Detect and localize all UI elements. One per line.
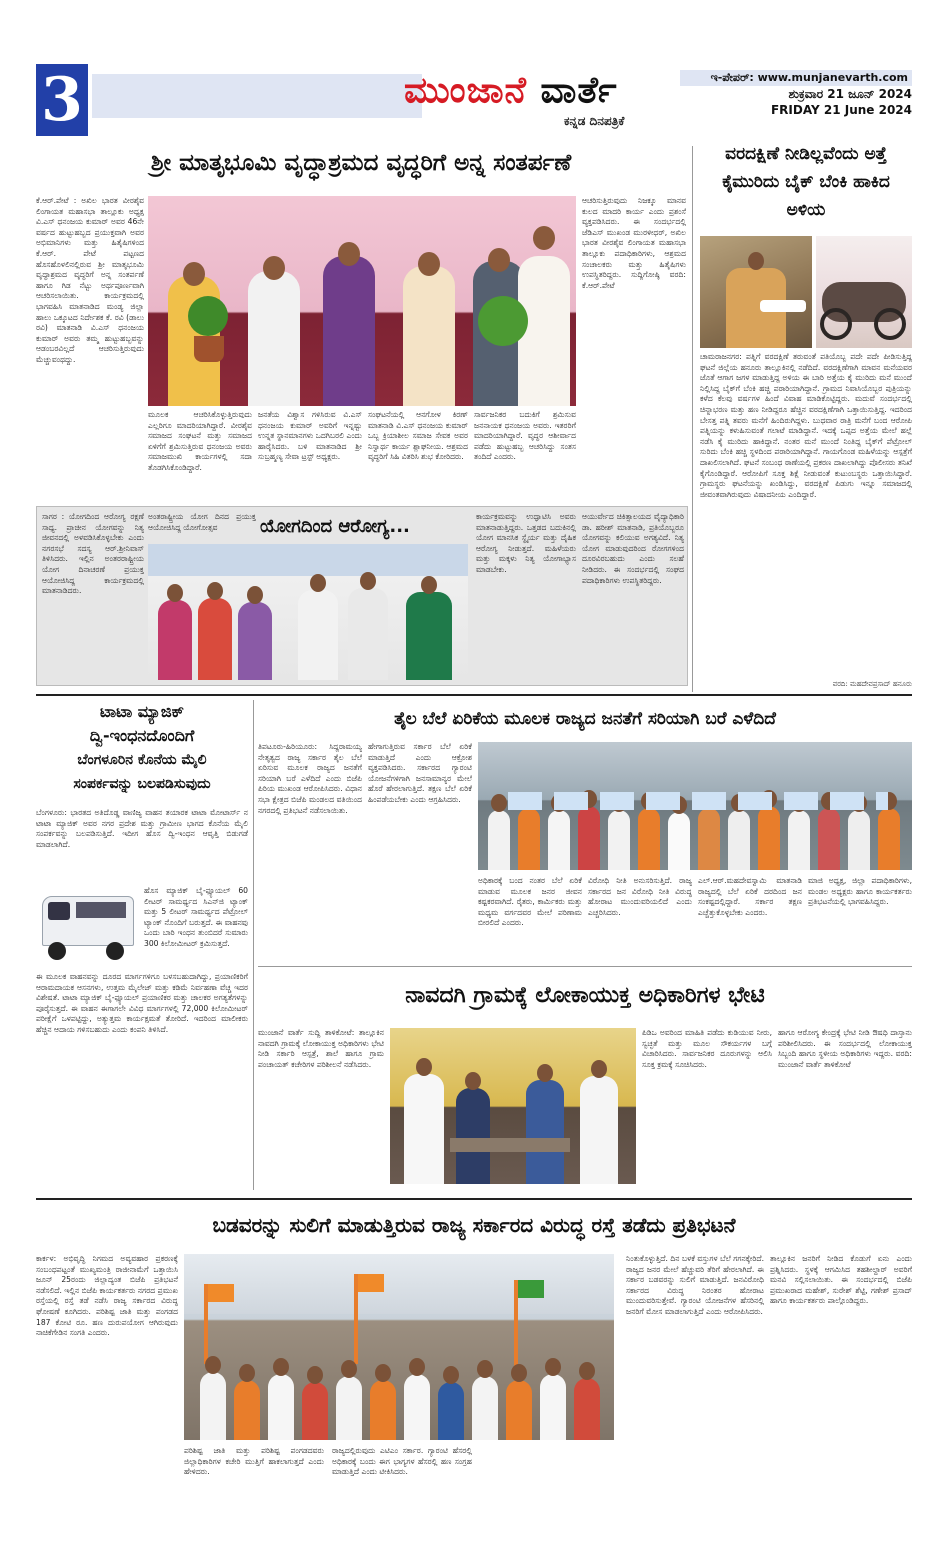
newspaper-logo — [404, 70, 618, 112]
story3-photo — [148, 544, 468, 680]
story4-headline-line1: ಟಾಟಾ ಮ್ಯಾಜಿಕ್ — [99, 702, 185, 721]
story4-body1: ಬೆಂಗಳೂರು: ಭಾರತದ ಅತಿದೊಡ್ಡ ವಾಣಿಜ್ಯ ವಾಹನ ತಯಾರಕ ಟಾಟಾ ಮೋಟಾರ್ಸ್ ನ ಟಾಟಾ ಮ್ಯಾಜಿಕ್ ಅವರ ನಗರ ಪ್ರದೇಶ ಮತ್ತು ಗ್ರಾಮೀಣ ಭಾಗದ ಕೊನೆಯ ಮೈಲಿ ಸಂಪರ್ಕವನ್ನು ಬಲಪಡಿಸುತ್ತಿದೆ. ಇದೀಗ ಹೊಸ ದ್ವಿ-ಇಂಧನ ಆವೃತ್ತಿ ಬಿಡುಗಡೆ ಮಾಡಲಾಗಿದೆ. — [36, 808, 248, 849]
story5-col3: ಅಧಿಕಾರಕ್ಕೆ ಬಂದ ನಂತರ ಬೆಲೆ ಏರಿಕೆ ಮಾಡುವ ಮೂಲಕ ಜನರ ಜೀವನ ಕಷ್ಟಕರವಾಗಿದೆ. ರೈತರು, ಕಾರ್ಮಿಕರು ಮತ್ತು ಮಧ್ಯಮ ವರ್ಗದವರ ಮೇಲೆ ಪರಿಣಾಮ ಬೀರಲಿದೆ ಎಂದರು. — [478, 876, 582, 928]
story1-col1: ಕೆ.ಆರ್.ಪೇಟೆ : ಅಖಿಲ ಭಾರತ ವೀರಶೈವ ಲಿಂಗಾಯತ ಮಹಾಸಭಾ ತಾಲ್ಲೂಕು ಅಧ್ಯಕ್ಷ ವಿ.ಎಸ್ ಧನಂಜಯ ಕುಮಾರ್ ಅವರ 46ನೇ ವರ್ಷದ ಹುಟ್ಟುಹಬ್ಬದ ಪ್ರಯುಕ್ತವಾಗಿ ಅವರ ಅಭಿಮಾನಿಗಳು ಮತ್ತು ಹಿತೈಷಿಗಳಿಂದ ಕೆ.ಆರ್. ಪೇಟೆ ಪಟ್ಟಣದ ಹೊಸಹೊಳಲಿನಲ್ಲಿರುವ ಶ್ರೀ ಮಾತೃಭೂಮಿ ವೃದ್ಧಾಶ್ರಮದ ವೃದ್ಧರಿಗೆ ಅನ್ನ ಸಂತರ್ಪಣೆ ಹಾಗೂ ಗಿಡ ನೆಟ್ಟು ಅರ್ಥಪೂರ್ಣವಾಗಿ ಆಚರಿಸಲಾಯಿತು. ಕಾರ್ಯಕ್ರಮದಲ್ಲಿ ಭಾಗವಹಿಸಿ ಮಾತನಾಡಿದ ಮಂಡ್ಯ ಜಿಲ್ಲಾ ಹಾಲು ಒಕ್ಕೂಟದ ನಿರ್ದೇಶಕ ಕೆ. ರವಿ (ಡಾಲು ರವಿ) ಮಾತನಾಡಿ ವಿ.ಎಸ್ ಧನಂಜಯ ಕುಮಾರ್ ಅವರು ತಮ್ಮ ಹುಟ್ಟುಹಬ್ಬವನ್ನು ಆಡಂಬರವಿಲ್ಲದೆ ಆಚರಿಸುತ್ತಿರುವುದು ಮೆಚ್ಚುವಂಥದ್ದು. — [36, 196, 144, 364]
date-english: FRIDAY 21 June 2024 — [770, 103, 912, 117]
story1-col2: ಮೂಲಕ ಆಚರಿಸಿಕೊಳ್ಳುತ್ತಿರುವುದು ಎಲ್ಲರಿಗೂ ಮಾದರಿಯಾಗಿದ್ದಾರೆ. ವೀರಶೈವ ಸಮಾಜದ ಸಂಘಟನೆ ಮತ್ತು ಸಮಾಜದ ಏಳಿಗೆಗೆ ಶ್ರಮಿಸುತ್ತಿರುವ ಧನಂಜಯ ಅವರು ಸಮಾಜಮುಖಿ ಕಾರ್ಯಗಳಲ್ಲಿ ಸದಾ ತೊಡಗಿಸಿಕೊಂಡಿದ್ದಾರೆ. — [148, 410, 252, 472]
website-link[interactable]: ಇ-ಪೇಪರ್: www.munjanevarth.com — [680, 70, 912, 86]
story7-col2: ನಿಂತುಕೊಳ್ಳುತ್ತಿದೆ. ದಿನ ಬಳಕೆ ವಸ್ತುಗಳ ಬೆಲೆ ಗಗನಕ್ಕೇರಿದೆ. ರಾಜ್ಯದ ಜನರ ಮೇಲೆ ಹೆಚ್ಚುವರಿ ತೆರಿಗೆ ಹೇರಲಾಗಿದೆ. ಈ ಸರ್ಕಾರ ಬಡವರನ್ನು ಸುಲಿಗೆ ಮಾಡುತ್ತಿದೆ. ಜನವಿರೋಧಿ ಸರ್ಕಾರದ ವಿರುದ್ಧ ನಿರಂತರ ಹೋರಾಟ ಮುಂದುವರಿಸುತ್ತೇವೆ. ಗ್ಯಾರಂಟಿ ಯೋಜನೆಗಳ ಹೆಸರಿನಲ್ಲಿ ಜನರಿಗೆ ಮೋಸ ಮಾಡಲಾಗುತ್ತಿದೆ ಎಂದು ಆರೋಪಿಸಿದರು. — [626, 1254, 764, 1316]
masthead — [36, 64, 912, 136]
story6-headline: ನಾವದಗಿ ಗ್ರಾಮಕ್ಕೆ ಲೋಕಾಯುಕ್ತ ಅಧಿಕಾರಿಗಳ ಭೇಟಿ — [405, 983, 765, 1008]
section-rule — [36, 694, 912, 696]
story2-body: ಚಾಮರಾಜನಗರ: ಪತ್ನಿಗೆ ವರದಕ್ಷಿಣೆ ತರುವಂತೆ ಪತಿಯೊಬ್ಬ ಪದೇ ಪದೇ ಪೀಡಿಸುತ್ತಿದ್ದ ಘಟನೆ ಜಿಲ್ಲೆಯ ಹನೂರು ತಾಲ್ಲೂಕಿನಲ್ಲಿ ನಡೆದಿದೆ. ವರದಕ್ಷಿಣೆಗಾಗಿ ಮಾವನ ಮನೆಯವರ ಜೊತೆ ಆಗಾಗ ಜಗಳ ಮಾಡುತ್ತಿದ್ದ ಅಳಿಯ ಈ ಬಾರಿ ಅತ್ತೆಯ ಕೈ ಮುರಿದು ಮನೆ ಮುಂದೆ ನಿಲ್ಲಿಸಿದ್ದ ಬೈಕ್‌ಗೆ ಬೆಂಕಿ ಹಚ್ಚಿ ಪರಾರಿಯಾಗಿದ್ದಾನೆ. ಗ್ರಾಮದ ನಿವಾಸಿಯೊಬ್ಬರ ಪುತ್ರಿಯನ್ನು ಕಳೆದ ಕೆಲವು ವರ್ಷಗಳ ಹಿಂದೆ ವಿವಾಹ ಮಾಡಿಕೊಟ್ಟಿದ್ದರು. ಮದುವೆ ಸಂದರ್ಭದಲ್ಲಿ ಚಿನ್ನಾಭರಣ ಮತ್ತು ಹಣ ನೀಡಿದ್ದರೂ ಹೆಚ್ಚಿನ ವರದಕ್ಷಿಣೆಗಾಗಿ ಒತ್ತಾಯಿಸುತ್ತಿದ್ದ. ಇದರಿಂದ ಬೇಸತ್ತ ಪತ್ನಿ ತವರು ಮನೆಗೆ ಹಿಂದಿರುಗಿದ್ದಳು. ಬುಧವಾರ ರಾತ್ರಿ ಮನೆಗೆ ಬಂದ ಆರೋಪಿ ಪತ್ನಿಯನ್ನು ಕಳುಹಿಸುವಂತೆ ಗಲಾಟೆ ಮಾಡಿದ್ದಾನೆ. ಇದಕ್ಕೆ ಒಪ್ಪದ ಅತ್ತೆಯ ಮೇಲೆ ಹಲ್ಲೆ ನಡೆಸಿ ಕೈ ಮುರಿದು ಹಾಕಿದ್ದಾನೆ. ನಂತರ ಮನೆ ಮುಂದೆ ನಿಂತಿದ್ದ ಬೈಕ್‌ಗೆ ಪೆಟ್ರೋಲ್ ಸುರಿದು ಬೆಂಕಿ ಹಚ್ಚಿ ಸ್ಥಳದಿಂದ ಪರಾರಿಯಾಗಿದ್ದಾನೆ. ಗಾಯಗೊಂಡ ಮಹಿಳೆಯನ್ನು ಆಸ್ಪತ್ರೆಗೆ ದಾಖಲಿಸಲಾಗಿದೆ. ಘಟನೆ ಸಂಬಂಧ ಠಾಣೆಯಲ್ಲಿ ಪ್ರಕರಣ ದಾಖಲಾಗಿದ್ದು ಪೊಲೀಸರು ತನಿಖೆ ಕೈಗೊಂಡಿದ್ದಾರೆ. ಆರೋಪಿಗೆ ಸೂಕ್ತ ಶಿಕ್ಷೆ ನೀಡುವಂತೆ ಕುಟುಂಬಸ್ಥರು ಒತ್ತಾಯಿಸಿದ್ದಾರೆ. ಗ್ರಾಮಸ್ಥರು ಘಟನೆಯನ್ನು ಖಂಡಿಸಿದ್ದು, ವರದಕ್ಷಿಣೆ ಪಿಡುಗು ಇನ್ನೂ ಸಮಾಜದಲ್ಲಿ ಜೀವಂತವಾಗಿರುವುದು ವಿಷಾದನೀಯ ಎಂದಿದ್ದಾರೆ. — [700, 352, 912, 499]
story3-col4: ಆಯುರ್ವೇದ ಚಿಕಿತ್ಸಾಲಯದ ವೈದ್ಯಾಧಿಕಾರಿ ಡಾ. ಹರೀಶ್ ಮಾತನಾಡಿ, ಪ್ರತಿಯೊಬ್ಬರೂ ಯೋಗವನ್ನು ಕಲಿಯುವ ಅಗತ್ಯವಿದೆ. ನಿತ್ಯ ಯೋಗ ಮಾಡುವುದರಿಂದ ರೋಗಗಳಿಂದ ದೂರವಿರಬಹುದು ಎಂದು ಸಲಹೆ ನೀಡಿದರು. ಈ ಸಂದರ್ಭದಲ್ಲಿ ಸಂಘದ ಪದಾಧಿಕಾರಿಗಳು ಉಪಸ್ಥಿತರಿದ್ದರು. — [582, 512, 684, 585]
logo-part2: ವಾರ್ತೆ — [540, 70, 618, 111]
story4-headline — [36, 700, 248, 796]
tagline: ಕನ್ನಡ ದಿನಪತ್ರಿಕೆ — [564, 114, 625, 128]
masthead-band — [92, 74, 422, 118]
story1-col5: ಸಾರ್ವಜನಿಕರ ಬದುಕಿಗೆ ಶ್ರಮಿಸುವ ಜನನಾಯಕ ಧನಂಜಯ ಅವರು. ಇತರರಿಗೆ ಮಾದರಿಯಾಗಿದ್ದಾರೆ. ವೃದ್ಧರ ಆಶೀರ್ವಾದ ಪಡೆದು ಹುಟ್ಟುಹಬ್ಬ ಆಚರಿಸಿದ್ದು ಸಂತಸ ತಂದಿದೆ ಎಂದರು. — [474, 410, 576, 462]
story7-protest-photo — [184, 1254, 614, 1440]
story4-headline-line4: ಸಂಪರ್ಕವನ್ನು ಬಲಪಡಿಸುವುದು — [73, 776, 211, 792]
column-divider-2 — [253, 700, 254, 1190]
story5-col6: ಮಾಜಿ ಅಧ್ಯಕ್ಷ, ಜಿಲ್ಲಾ ಪದಾಧಿಕಾರಿಗಳು, ಮಂಡಲ ಅಧ್ಯಕ್ಷರು ಹಾಗೂ ಕಾರ್ಯಕರ್ತರು ಪ್ರತಿಭಟನೆಯಲ್ಲಿ ಭಾಗವಹಿಸಿದ್ದರು. — [808, 876, 912, 907]
story5-protest-photo — [478, 742, 912, 870]
story1-headline: ಶ್ರೀ ಮಾತೃಭೂಮಿ ವೃದ್ಧಾಶ್ರಮದ ವೃದ್ಧರಿಗೆ ಅನ್ನ ಸಂತರ್ಪಣೆ — [150, 150, 572, 176]
story2-photo-woman — [700, 236, 812, 348]
story1-col6: ಆಚರಿಸುತ್ತಿರುವುದು ನಿಜಕ್ಕೂ ಮಾನವ ಕುಲದ ಮಾದರಿ ಕಾರ್ಯ ಎಂದು ಪ್ರಶಂಸೆ ವ್ಯಕ್ತಪಡಿಸಿದರು. ಈ ಸಂದರ್ಭದಲ್ಲಿ ಜೆಡಿಎಸ್ ಮುಖಂಡ ಮುರಳೀಧರ್, ಅಖಿಲ ಭಾರತ ವೀರಶೈವ ಲಿಂಗಾಯತ ಮಹಾಸಭಾ ತಾಲ್ಲೂಕು ಪದಾಧಿಕಾರಿಗಳು, ಆಶ್ರಮದ ಸಂಚಾಲಕರು ಮತ್ತು ಹಿತೈಷಿಗಳು ಉಪಸ್ಥಿತರಿದ್ದರು. ಸುದ್ದಿಗೋಷ್ಠಿ ವರದಿ: ಕೆ.ಆರ್.ಪೇಟೆ — [582, 196, 686, 290]
story4-body3: ಈ ಮೂಲಕ ವಾಹನವನ್ನು ದೂರದ ಮಾರ್ಗಗಳಿಗೂ ಬಳಸಬಹುದಾಗಿದ್ದು, ಪ್ರಯಾಣಿಕರಿಗೆ ಆರಾಮದಾಯಕ ಆಸನಗಳು, ಉತ್ತಮ ಮೈಲೇಜ್ ಮತ್ತು ಕಡಿಮೆ ನಿರ್ವಹಣಾ ವೆಚ್ಚ ಇದರ ವಿಶೇಷತೆ. ಟಾಟಾ ಮ್ಯಾಜಿಕ್ ಬೈ-ಫ್ಯೂಯಲ್ ಪ್ರಯಾಣಿಕರ ಮತ್ತು ಚಾಲಕರ ಅಗತ್ಯತೆಗಳನ್ನು ಪೂರೈಸುತ್ತದೆ. ಈ ವಾಹನ ಈಗಾಗಲೇ ವಿವಿಧ ಮಾರ್ಗಗಳಲ್ಲಿ 72,000 ಕಿಲೋಮೀಟರ್ ಪರೀಕ್ಷೆಗೆ ಒಳಪಟ್ಟಿದ್ದು, ಅತ್ಯುತ್ತಮ ಕಾರ್ಯಕ್ಷಮತೆ ತೋರಿದೆ. ಇದರಿಂದ ಮಾಲೀಕರು ಹೆಚ್ಚಿನ ಆದಾಯ ಗಳಿಸಬಹುದು ಎಂದು ಕಂಪನಿ ತಿಳಿಸಿದೆ. — [36, 972, 248, 1034]
story1-col4: ಸಂಘಟನೆಯಲ್ಲಿ ಆನಗೋಳ ಕಿರಣ್ ಮಾತನಾಡಿ ವಿ.ಎಸ್ ಧನಂಜಯ ಕುಮಾರ್ ಒಬ್ಬ ಕ್ರಿಯಾಶೀಲ ಸಮಾಜ ಸೇವಕ ಅವರ ನಿಸ್ವಾರ್ಥ ಕಾರ್ಯ ಶ್ಲಾಘನೀಯ. ಆಶ್ರಮದ ವೃದ್ಧರಿಗೆ ಸಿಹಿ ವಿತರಿಸಿ ಶುಭ ಕೋರಿದರು. — [368, 410, 468, 462]
story4-body2: ಹೊಸ ಮ್ಯಾಜಿಕ್ ಬೈ-ಫ್ಯೂಯಲ್ 60 ಲೀಟರ್ ಸಾಮರ್ಥ್ಯದ ಸಿಎನ್‌ಜಿ ಟ್ಯಾಂಕ್ ಮತ್ತು 5 ಲೀಟರ್ ಸಾಮರ್ಥ್ಯದ ಪೆಟ್ರೋಲ್ ಟ್ಯಾಂಕ್ ನೊಂದಿಗೆ ಬರುತ್ತದೆ. ಈ ವಾಹನವು ಒಂದು ಬಾರಿ ಇಂಧನ ತುಂಬಿದರೆ ಸುಮಾರು 300 ಕಿಲೋಮೀಟರ್ ಕ್ರಮಿಸುತ್ತದೆ. — [144, 886, 248, 948]
logo-part1: ಮುಂಜಾನೆ — [404, 70, 527, 111]
story5-headline: ತೈಲ ಬೆಲೆ ಏರಿಕೆಯ ಮೂಲಕ ರಾಜ್ಯದ ಜನತೆಗೆ ಸರಿಯಾಗಿ ಬರೆ ಎಳೆದಿದೆ — [394, 709, 776, 729]
section-rule-3 — [36, 1198, 912, 1200]
story6-photo — [390, 1028, 636, 1184]
story7-foot1: ಪರಿಶಿಷ್ಟ ಜಾತಿ ಮತ್ತು ಪರಿಶಿಷ್ಟ ಪಂಗಡದವರು ಜಿಲ್ಲಾಧಿಕಾರಿಗಳ ಕಚೇರಿ ಮುತ್ತಿಗೆ ಹಾಕಲಾಗುತ್ತದೆ ಎಂದು ಹೇಳಿದರು. — [184, 1446, 324, 1477]
story3-col2: ಅಂತರಾಷ್ಟ್ರೀಯ ಯೋಗ ದಿನದ ಪ್ರಯುಕ್ತ ಆಯೋಜಿಸಿದ್ದ ಯೋಗೋತ್ಸವ — [148, 512, 256, 532]
story4-headline-line2: ದ್ವಿ-ಇಂಧನದೊಂದಿಗೆ — [89, 726, 195, 745]
story5-col2: ಹೇಗಾಗುತ್ತಿರುವ ಸರ್ಕಾರ ಬೆಲೆ ಏರಿಕೆ ಮಾಡುತ್ತಿದೆ ಎಂದು ಆಕ್ರೋಶ ವ್ಯಕ್ತಪಡಿಸಿದರು. ಸರ್ಕಾರದ ಗ್ಯಾರಂಟಿ ಯೋಜನೆಗಳಿಗಾಗಿ ಜನಸಾಮಾನ್ಯರ ಮೇಲೆ ಹೊರೆ ಹೇರಲಾಗುತ್ತಿದೆ. ತಕ್ಷಣ ಬೆಲೆ ಏರಿಕೆ ಹಿಂಪಡೆಯಬೇಕು ಎಂದು ಆಗ್ರಹಿಸಿದರು. — [368, 742, 472, 804]
story3-col3: ಕಾರ್ಯಕ್ರಮವನ್ನು ಉದ್ಘಾಟಿಸಿ ಅವರು ಮಾತನಾಡುತ್ತಿದ್ದರು. ಒತ್ತಡದ ಬದುಕಿನಲ್ಲಿ ಯೋಗ ಮಾನಸಿಕ ಸ್ಥೈರ್ಯ ಮತ್ತು ದೈಹಿಕ ಆರೋಗ್ಯ ನೀಡುತ್ತದೆ. ಮಹಿಳೆಯರು ಮತ್ತು ಮಕ್ಕಳು ನಿತ್ಯ ಯೋಗಾಭ್ಯಾಸ ಮಾಡಬೇಕು. — [476, 512, 576, 574]
story2-photo-bike — [816, 236, 912, 348]
story5-col4: ವಿರೋಧಿ ನೀತಿ ಅನುಸರಿಸುತ್ತಿದೆ. ರಾಜ್ಯ ಸರ್ಕಾರದ ಜನ ವಿರೋಧಿ ನೀತಿ ವಿರುದ್ಧ ಹೋರಾಟ ಮುಂದುವರಿಯಲಿದೆ ಎಂದು ಎಚ್ಚರಿಸಿದರು. — [588, 876, 692, 917]
story1-col3: ಜನತೆಯ ವಿಶ್ವಾಸ ಗಳಿಸಿರುವ ವಿ.ಎಸ್ ಧನಂಜಯ ಕುಮಾರ್ ಅವರಿಗೆ ಇನ್ನಷ್ಟು ಉನ್ನತ ಸ್ಥಾನಮಾನಗಳು ಒದಗಿಬರಲಿ ಎಂದು ಹಾರೈಸಿದರು. ಬಳಿ ಮಾತನಾಡಿದ ಶ್ರೀ ಸುಬ್ರಹ್ಮಣ್ಯ ಸೇವಾ ಟ್ರಸ್ಟ್ ಅಧ್ಯಕ್ಷರು. — [258, 410, 362, 462]
story2-headline: ವರದಕ್ಷಿಣೆ ನೀಡಿಲ್ಲವೆಂದು ಅತ್ತೆ ಕೈಮುರಿದು ಬೈಕ್ ಬೆಂಕಿ ಹಾಕಿದ ಅಳಿಯ — [722, 144, 890, 220]
story5-col5: ಎಲ್.ಆರ್.ಮಹದೇವಸ್ವಾಮಿ ಮಾತನಾಡಿ ರಾಜ್ಯದಲ್ಲಿ ಬೆಲೆ ಏರಿಕೆ ದರದಿಂದ ಜನ ಸಂಕಷ್ಟದಲ್ಲಿದ್ದಾರೆ. ಸರ್ಕಾರ ತಕ್ಷಣ ಎಚ್ಚೆತ್ತುಕೊಳ್ಳಬೇಕು ಎಂದರು. — [698, 876, 802, 917]
story4-headline-line3: ಬೆಂಗಳೂರಿನ ಕೊನೆಯ ಮೈಲಿ — [77, 752, 207, 768]
story3-col1: ಸಾಗರ : ಯೋಗದಿಂದ ಆರೋಗ್ಯ ರಕ್ಷಣೆ ಸಾಧ್ಯ. ಪ್ರಾಚೀನ ಯೋಗವನ್ನು ನಿತ್ಯ ಜೀವನದಲ್ಲಿ ಅಳವಡಿಸಿಕೊಳ್ಳಬೇಕು ಎಂದು ನಗರಸಭೆ ಸದಸ್ಯ ಆರ್.ಶ್ರೀನಿವಾಸ್ ತಿಳಿಸಿದರು. ಇಲ್ಲಿನ ಅಂತರರಾಷ್ಟ್ರೀಯ ಯೋಗ ದಿನಾಚರಣೆ ಪ್ರಯುಕ್ತ ಆಯೋಜಿಸಿದ್ದ ಕಾರ್ಯಕ್ರಮದಲ್ಲಿ ಮಾತನಾಡಿದರು. — [42, 512, 144, 596]
story6-col1: ಮುಂಜಾನೆ ವಾರ್ತೆ ಸುದ್ದಿ ತಾಳಿಕೋಟೆ: ತಾಲ್ಲೂಕಿನ ನಾವದಗಿ ಗ್ರಾಮಕ್ಕೆ ಲೋಕಾಯುಕ್ತ ಅಧಿಕಾರಿಗಳು ಭೇಟಿ ನೀಡಿ ಸರ್ಕಾರಿ ಆಸ್ಪತ್ರೆ, ಶಾಲೆ ಹಾಗೂ ಗ್ರಾಮ ಪಂಚಾಯತ್ ಕಚೇರಿಗಳ ಪರಿಶೀಲನೆ ನಡೆಸಿದರು. — [258, 1028, 384, 1069]
story2-credit: ವರದಿ: ಮಹದೇವಪ್ರಸಾದ್ ಹನೂರು — [832, 680, 912, 688]
story3-headline: ಯೋಗದಿಂದ ಆರೋಗ್ಯ... — [260, 516, 410, 537]
story1-photo — [148, 196, 576, 406]
story6-col2: ಪಿಡಿಒ ಅವರಿಂದ ಮಾಹಿತಿ ಪಡೆದು ಕುಡಿಯುವ ನೀರು, ಸ್ವಚ್ಛತೆ ಮತ್ತು ಮೂಲ ಸೌಕರ್ಯಗಳ ಬಗ್ಗೆ ವಿಚಾರಿಸಿದರು. ಸಾರ್ವಜನಿಕರ ದೂರುಗಳನ್ನು ಆಲಿಸಿ ಸೂಕ್ತ ಕ್ರಮಕ್ಕೆ ಸೂಚಿಸಿದರು. — [642, 1028, 772, 1069]
story6-col3: ಹಾಗೂ ಆರೋಗ್ಯ ಕೇಂದ್ರಕ್ಕೆ ಭೇಟಿ ನೀಡಿ ಔಷಧಿ ದಾಸ್ತಾನು ಪರಿಶೀಲಿಸಿದರು. ಈ ಸಂದರ್ಭದಲ್ಲಿ ಲೋಕಾಯುಕ್ತ ಸಿಬ್ಬಂದಿ ಹಾಗೂ ಸ್ಥಳೀಯ ಅಧಿಕಾರಿಗಳು ಇದ್ದರು. ವರದಿ: ಮುಂಜಾನೆ ವಾರ್ತೆ ತಾಳಿಕೋಟೆ — [778, 1028, 912, 1069]
edition-info — [680, 70, 912, 118]
column-divider — [692, 146, 693, 692]
story7-foot2: ರಾಜ್ಯದಲ್ಲಿರುವುದು ಎಟಿಎಂ ಸರ್ಕಾರ. ಗ್ಯಾರಂಟಿ ಹೆಸರಲ್ಲಿ ಅಧಿಕಾರಕ್ಕೆ ಬಂದು ಈಗ ಭಾಗ್ಯಗಳ ಹೆಸರಲ್ಲಿ ಹಣ ಸಂಗ್ರಹ ಮಾಡುತ್ತಿದೆ ಎಂದು ಟೀಕಿಸಿದರು. — [332, 1446, 472, 1477]
page-number: 3 — [36, 64, 88, 136]
story7-col1: ಕಾರ್ಕಳ: ಅಭಿವೃದ್ಧಿ ನಿಗಮದ ಅವ್ಯವಹಾರ ಪ್ರಕರಣಕ್ಕೆ ಸಂಬಂಧಪಟ್ಟಂತೆ ಮುಖ್ಯಮಂತ್ರಿ ರಾಜೀನಾಮೆಗೆ ಒತ್ತಾಯಿಸಿ ಜೂನ್ 25ರಂದು ಜಿಲ್ಲಾದ್ಯಂತ ಬಿಜೆಪಿ ಪ್ರತಿಭಟನೆ ನಡೆಸಲಿದೆ. ಇಲ್ಲಿನ ಬಿಜೆಪಿ ಕಾರ್ಯಕರ್ತರು ನಗರದ ಪ್ರಮುಖ ರಸ್ತೆಯಲ್ಲಿ ರಸ್ತೆ ತಡೆ ನಡೆಸಿ ರಾಜ್ಯ ಸರ್ಕಾರದ ವಿರುದ್ಧ ಘೋಷಣೆ ಕೂಗಿದರು. ಪರಿಶಿಷ್ಟ ಜಾತಿ ಮತ್ತು ಪಂಗಡದ 187 ಕೋಟಿ ರೂ. ಹಣ ದುರುಪಯೋಗ ಆಗಿರುವುದು ನಾಚಿಕೆಗೇಡಿನ ಸಂಗತಿ ಎಂದರು. — [36, 1254, 178, 1338]
date-kannada: ಶುಕ್ರವಾರ 21 ಜೂನ್ 2024 — [788, 87, 912, 101]
story7-col3: ತಾಲ್ಲೂಕಿನ ಜನರಿಗೆ ನೀಡಿದ ಕೊಡುಗೆ ಏನು ಎಂದು ಪ್ರಶ್ನಿಸಿದರು. ಸ್ಥಳಕ್ಕೆ ಆಗಮಿಸಿದ ತಹಶೀಲ್ದಾರ್ ಅವರಿಗೆ ಮನವಿ ಸಲ್ಲಿಸಲಾಯಿತು. ಈ ಸಂದರ್ಭದಲ್ಲಿ ಬಿಜೆಪಿ ಪ್ರಮುಖರಾದ ಮಹೇಶ್, ಸುರೇಶ್ ಶೆಟ್ಟಿ, ಗಣೇಶ್ ಪ್ರಸಾದ್ ಹಾಗೂ ಕಾರ್ಯಕರ್ತರು ಪಾಲ್ಗೊಂಡಿದ್ದರು. — [770, 1254, 912, 1306]
story7-headline: ಬಡವರನ್ನು ಸುಲಿಗೆ ಮಾಡುತ್ತಿರುವ ರಾಜ್ಯ ಸರ್ಕಾರದ ವಿರುದ್ಧ ರಸ್ತೆ ತಡೆದು ಪ್ರತಿಭಟನೆ — [212, 1213, 736, 1237]
story5-col1: ತಿಪಟೂರು-ಹಿರಿಯೂರು: ಸಿದ್ದರಾಮಯ್ಯ ನೇತೃತ್ವದ ರಾಜ್ಯ ಸರ್ಕಾರ ತೈಲ ಬೆಲೆ ಏರಿಸುವ ಮೂಲಕ ರಾಜ್ಯದ ಜನತೆಗೆ ಸರಿಯಾಗಿ ಬರೆ ಎಳೆದಿದೆ ಎಂದು ಬಿಜೆಪಿ ಪಿರಿಯ ಮುಖಂಡ ಆರೋಪಿಸಿದರು. ವಿಧಾನ ಸಭಾ ಕ್ಷೇತ್ರದ ಬಿಜೆಪಿ ಮಂಡಲದ ವತಿಯಿಂದ ನಗರದಲ್ಲಿ ಪ್ರತಿಭಟನೆ ನಡೆಸಲಾಯಿತು. — [258, 742, 362, 815]
story4-vehicle-photo — [36, 886, 140, 968]
section-rule-2 — [258, 966, 912, 967]
